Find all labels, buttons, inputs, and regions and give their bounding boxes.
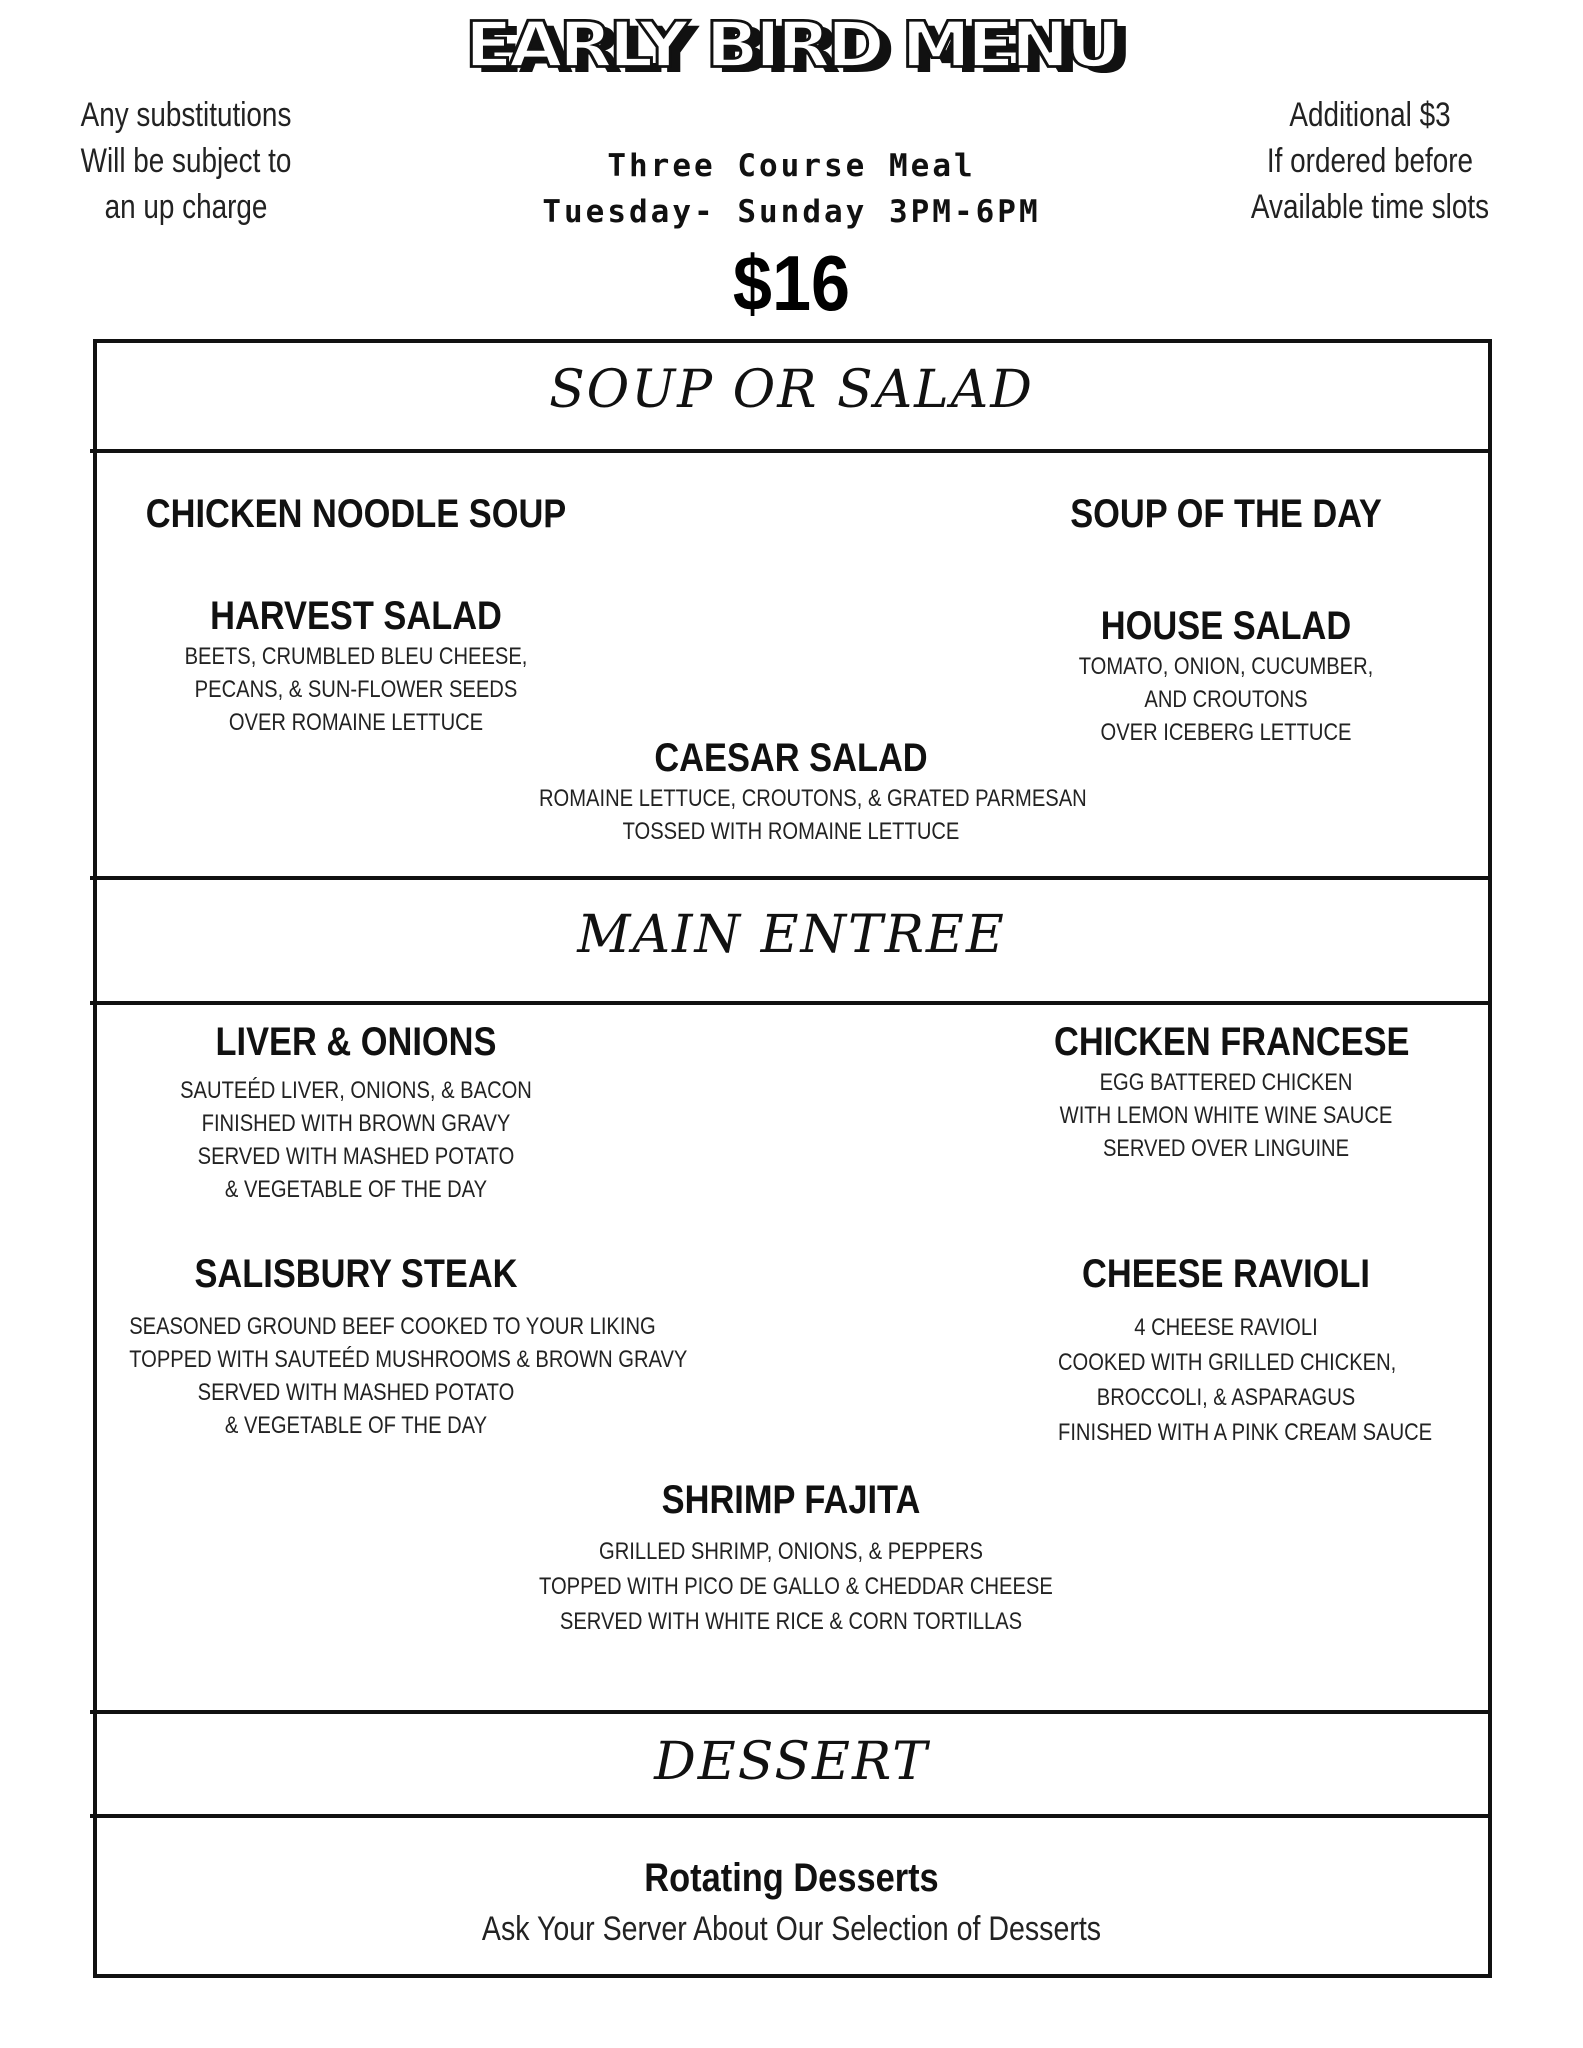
item-name: Rotating Desserts xyxy=(644,1856,939,1900)
additional-charge-note-line: Additional $3 xyxy=(1289,96,1451,134)
item-name: CHEESE RAVIOLI xyxy=(1082,1252,1370,1296)
item-description: & VEGETABLE OF THE DAY xyxy=(224,1412,488,1439)
item-description: TOPPED WITH PICO DE GALLO & CHEDDAR CHEESE xyxy=(539,1573,1053,1600)
menu-item xyxy=(106,592,606,739)
menu-title: EARLY BIRD MENU xyxy=(464,8,1119,82)
item-name: LIVER & ONIONS xyxy=(215,1020,497,1064)
item-description: Ask Your Server About Our Selection of Desserts xyxy=(481,1910,1102,1948)
section-title-soup-salad: SOUP OR SALAD xyxy=(549,360,1034,420)
item-name: HOUSE SALAD xyxy=(1100,604,1352,648)
item-description: TOSSED WITH ROMAINE LETTUCE xyxy=(622,818,960,845)
item-description: BEETS, CRUMBLED BLEU CHEESE, xyxy=(184,643,528,670)
item-name: CAESAR SALAD xyxy=(654,736,928,780)
item-description: PECANS, & SUN-FLOWER SEEDS xyxy=(194,676,518,703)
schedule-line: Tuesday- Sunday 3PM-6PM xyxy=(542,194,1041,230)
course-info xyxy=(0,143,1583,235)
menu-item xyxy=(1026,602,1426,749)
item-description: SERVED WITH WHITE RICE & CORN TORTILLAS xyxy=(559,1608,1023,1635)
divider xyxy=(90,449,1492,453)
substitution-note-line: an up charge xyxy=(104,188,268,226)
item-description: BROCCOLI, & ASPARAGUS xyxy=(1096,1384,1356,1411)
item-description: TOMATO, ONION, CUCUMBER, xyxy=(1078,653,1374,680)
item-description: SERVED WITH MASHED POTATO xyxy=(197,1379,515,1406)
item-description: FINISHED WITH BROWN GRAVY xyxy=(201,1110,511,1137)
menu-price: $16 xyxy=(732,239,851,327)
item-description: FINISHED WITH A PINK CREAM SAUCE xyxy=(1058,1419,1433,1446)
item-description: COOKED WITH GRILLED CHICKEN, xyxy=(1058,1349,1397,1376)
item-description: OVER ICEBERG LETTUCE xyxy=(1100,719,1352,746)
menu-item xyxy=(106,490,606,538)
item-name: SOUP OF THE DAY xyxy=(1070,492,1382,536)
menu-item xyxy=(86,1250,688,1442)
item-name: SHRIMP FAJITA xyxy=(661,1478,921,1522)
menu-item xyxy=(1026,1018,1426,1165)
item-description: SAUTEÉD LIVER, ONIONS, & BACON xyxy=(180,1077,532,1104)
item-description: TOPPED WITH SAUTEÉD MUSHROOMS & BROWN GRAVY xyxy=(129,1346,688,1373)
item-description: 4 CHEESE RAVIOLI xyxy=(1134,1314,1318,1341)
item-description: SERVED WITH MASHED POTATO xyxy=(197,1143,515,1170)
item-description: SERVED OVER LINGUINE xyxy=(1102,1135,1350,1162)
substitution-note-line: Will be subject to xyxy=(80,142,292,180)
dessert-item xyxy=(0,1852,1583,1954)
menu-item xyxy=(106,1018,606,1206)
item-name: CHICKEN FRANCESE xyxy=(1054,1020,1410,1064)
divider xyxy=(90,1001,1492,1005)
divider xyxy=(90,876,1492,880)
item-description: AND CROUTONS xyxy=(1144,686,1308,713)
item-name: CHICKEN NOODLE SOUP xyxy=(145,492,567,536)
item-description: & VEGETABLE OF THE DAY xyxy=(224,1176,488,1203)
divider xyxy=(90,1814,1492,1818)
menu-item xyxy=(1026,490,1426,538)
item-description: OVER ROMAINE LETTUCE xyxy=(228,709,484,736)
additional-charge-note-line: Available time slots xyxy=(1250,188,1490,226)
item-name: HARVEST SALAD xyxy=(210,594,502,638)
menu-item xyxy=(1026,1250,1433,1450)
item-description: ROMAINE LETTUCE, CROUTONS, & GRATED PARMESAN xyxy=(539,785,1087,812)
additional-charge-note-line: If ordered before xyxy=(1266,142,1474,180)
substitution-note-line: Any substitutions xyxy=(80,96,292,134)
menu-item xyxy=(491,1476,1091,1639)
item-name: SALISBURY STEAK xyxy=(194,1252,518,1296)
course-line: Three Course Meal xyxy=(607,148,976,184)
section-title-dessert: DESSERT xyxy=(654,1732,929,1792)
menu-item xyxy=(491,734,1091,848)
item-description: SEASONED GROUND BEEF COOKED TO YOUR LIKING xyxy=(129,1313,656,1340)
section-title-main-entree: MAIN ENTREE xyxy=(577,905,1006,965)
divider xyxy=(90,1710,1492,1714)
item-description: EGG BATTERED CHICKEN xyxy=(1099,1069,1353,1096)
item-description: WITH LEMON WHITE WINE SAUCE xyxy=(1059,1102,1393,1129)
item-description: GRILLED SHRIMP, ONIONS, & PEPPERS xyxy=(599,1538,983,1565)
